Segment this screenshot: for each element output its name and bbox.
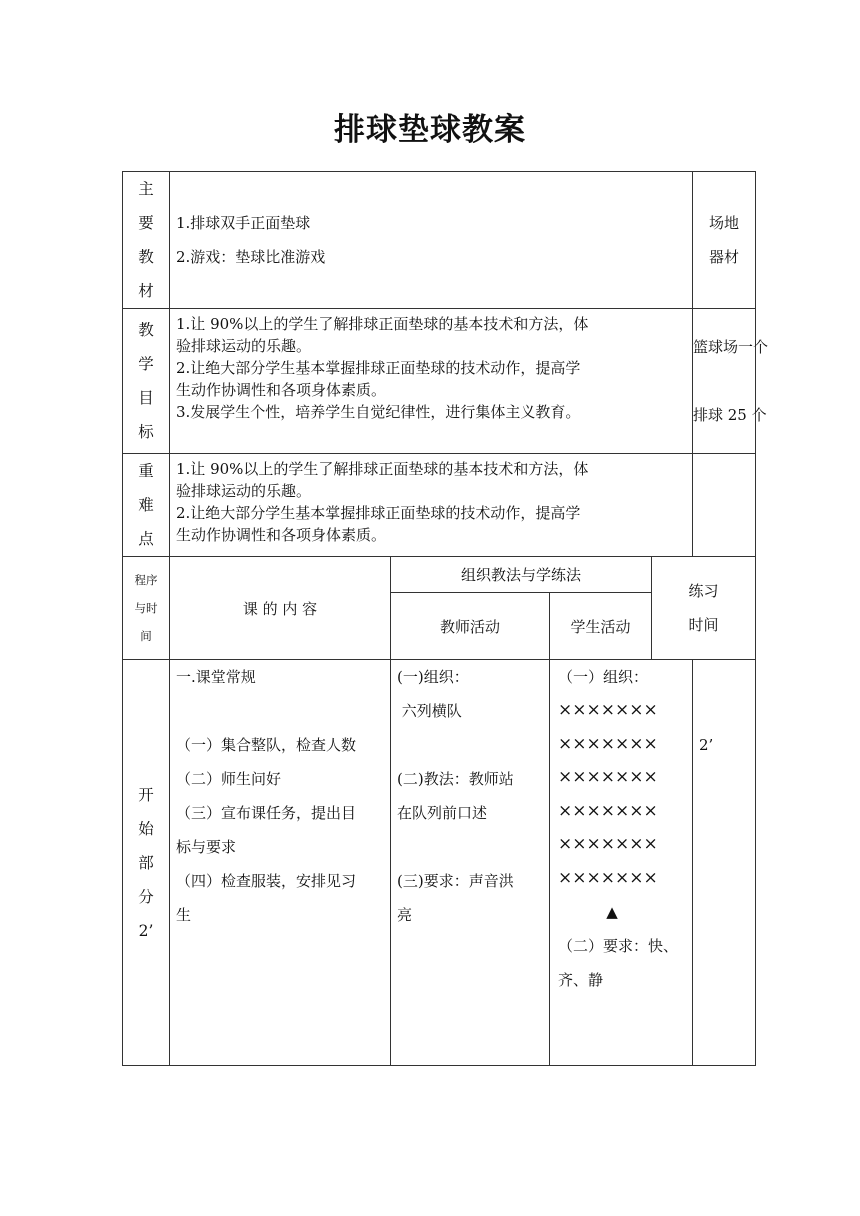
practice-time-header: 练习 时间 [652,557,756,660]
teacher-header: 教师活动 [391,593,550,660]
objectives-label: 教 学 目 标 [123,309,170,454]
teacher-position-marker: ▲ [606,903,618,921]
key-points-blank [693,454,756,557]
main-content-row [123,172,756,309]
key-points-label: 重 难 点 [123,454,170,557]
org-header: 组织教法与学练法 [391,557,652,593]
formation-row: ××××××× [558,867,658,888]
key-points-row [123,454,756,557]
formation-row: ××××××× [558,800,658,821]
start-teacher-activity: (一)组织： 六列横队 (二)教法：教师站 在队列前口述 (三)要求：声音洪 亮 [391,660,550,1066]
start-time: 2’ [693,660,756,1066]
lesson-plan-table [122,171,769,1066]
start-student-activity: （一）组织： ××××××× ××××××× ××××××× ××××××× ××××××× ××××××× ▲ （二）要求：快、 齐、静 [550,660,693,1066]
main-content-items [170,172,693,309]
venue-equipment-label: 场地 器材 [693,172,756,309]
formation-row: ××××××× [558,767,658,787]
equipment-list [693,309,769,454]
header-row [123,557,756,593]
formation-row: ××××××× [558,700,658,720]
page-title: 排球垫球教案 [334,112,526,148]
objectives-text: 1.让 90%以上的学生了解排球正面垫球的基本技术和方法，体 验排球运动的乐趣。 2.让绝大部分学生基本掌握排球正面垫球的技术动作，提高学 生动作协调性和各项身体素质。 3.发展学生个性，培养学生自觉纪律性，进行集体主义教育。 [170,309,693,454]
key-points-text: 1.让 90%以上的学生了解排球正面垫球的基本技术和方法，体 验排球运动的乐趣。 2.让绝大部分学生基本掌握排球正面垫球的技术动作，提高学 生动作协调性和各项身体素质。 [170,454,693,557]
procedure-header: 程序 与时 间 [123,557,170,660]
main-item: 1.排球双手正面垫球 [176,214,311,232]
content-header: 课 的 内 容 [170,557,391,660]
student-header: 学生活动 [550,593,652,660]
start-content: 一.课堂常规 （一）集合整队，检查人数 （二）师生问好 （三）宣布课任务，提出目 标与要求 （四）检查服装，安排见习 生 [170,660,391,1066]
equipment-item: 篮球场一个 [693,338,769,356]
formation-row: ××××××× [558,733,658,754]
start-section-row [123,660,756,1066]
start-section-label: 开 始 部 分 2’ [123,660,170,1066]
objectives-row [123,309,756,454]
equipment-item: 排球 25 个 [693,406,767,424]
main-item: 2.游戏：垫球比准游戏 [176,248,326,266]
main-content-label: 主 要 教 材 [123,172,170,309]
formation-row: ××××××× [558,834,658,854]
